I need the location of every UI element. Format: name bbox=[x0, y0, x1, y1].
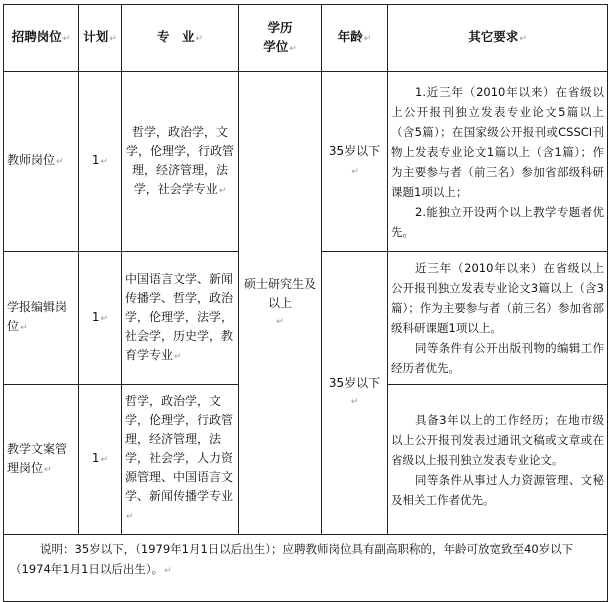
requirement-item: 具备3年以上的工作经历；在地市级以上公开报刊发表过通讯文稿或文章或在省级以上报刊独立发表专业论文。 bbox=[391, 412, 604, 467]
table-row bbox=[4, 72, 608, 252]
header-major: 专 业↵ bbox=[122, 5, 239, 72]
requirement-item: 近三年（2010年以来）在省级以上公开报刊独立发表专业论文3篇以上（含3篇）；作为主要参与者（前三名）参加省部级科研课题1项以上。 bbox=[391, 261, 604, 335]
note-text: 说明：35岁以下，（1979年1月1日以后出生）；应聘教师岗位具有副高职称的，年龄可放宽致至40岁以下（1974年1月1日以后出生）。↵ bbox=[4, 535, 608, 602]
recruitment-table bbox=[3, 4, 608, 602]
row-degree-shared: 硕士研究生及以上 ↵ bbox=[239, 72, 322, 535]
row-plan: 1↵ bbox=[79, 72, 122, 252]
header-other: 其它要求↵ bbox=[388, 5, 608, 72]
header-age: 年龄↵ bbox=[322, 5, 388, 72]
header-plan: 计划↵ bbox=[79, 5, 122, 72]
header-degree: 学历 学位↵ bbox=[239, 5, 322, 72]
row-age: 35岁以下↵ bbox=[322, 72, 388, 252]
row-requirements bbox=[388, 72, 608, 252]
row-age: 35岁以下 ↵ bbox=[322, 252, 388, 535]
requirement-item: 同等条件有公开出版刊物的编辑工作经历者优先。 bbox=[391, 341, 604, 375]
row-major: 哲学，政治学，文学，伦理学，行政管理，经济管理，法学，社会学专业↵ bbox=[122, 72, 239, 252]
row-plan: 1↵ bbox=[79, 252, 122, 385]
row-position: 教师岗位↵ bbox=[4, 72, 79, 252]
requirement-item: 2.能独立开设两个以上教学专题者优先。 bbox=[391, 204, 604, 239]
row-position: 学报编辑岗位↵ bbox=[4, 252, 79, 385]
requirement-item: 同等条件从事过人力资源管理、文秘及相关工作者优先。 bbox=[391, 472, 604, 507]
row-requirements bbox=[388, 385, 608, 535]
row-requirements bbox=[388, 252, 608, 385]
header-position: 招聘岗位↵ bbox=[4, 5, 79, 72]
header-row bbox=[4, 5, 608, 72]
row-major: 哲学，政治学，文学，伦理学，行政管理，经济管理，法学，社会学，人力资源管理、中国语言文学、新闻传播学专业↵ bbox=[122, 385, 239, 535]
row-major: 中国语言文学、新闻传播学、哲学，政治学，伦理学，法学，社会学，历史学，教育学专业↵ bbox=[122, 252, 239, 385]
recruitment-table-wrapper bbox=[3, 4, 607, 582]
note-row bbox=[4, 535, 608, 602]
row-plan: 1↵ bbox=[79, 385, 122, 535]
row-position: 教学文案管理岗位↵ bbox=[4, 385, 79, 535]
requirement-item: 1.近三年（2010年以来）在省级以上公开报刊独立发表专业论文5篇以上（含5篇）；在国家级公开报刊或CSSCI刊物上发表专业论文1篇以上（含1篇）；作为主要参与者（前三名）参加省部级科研课题1项以上； bbox=[391, 84, 604, 199]
